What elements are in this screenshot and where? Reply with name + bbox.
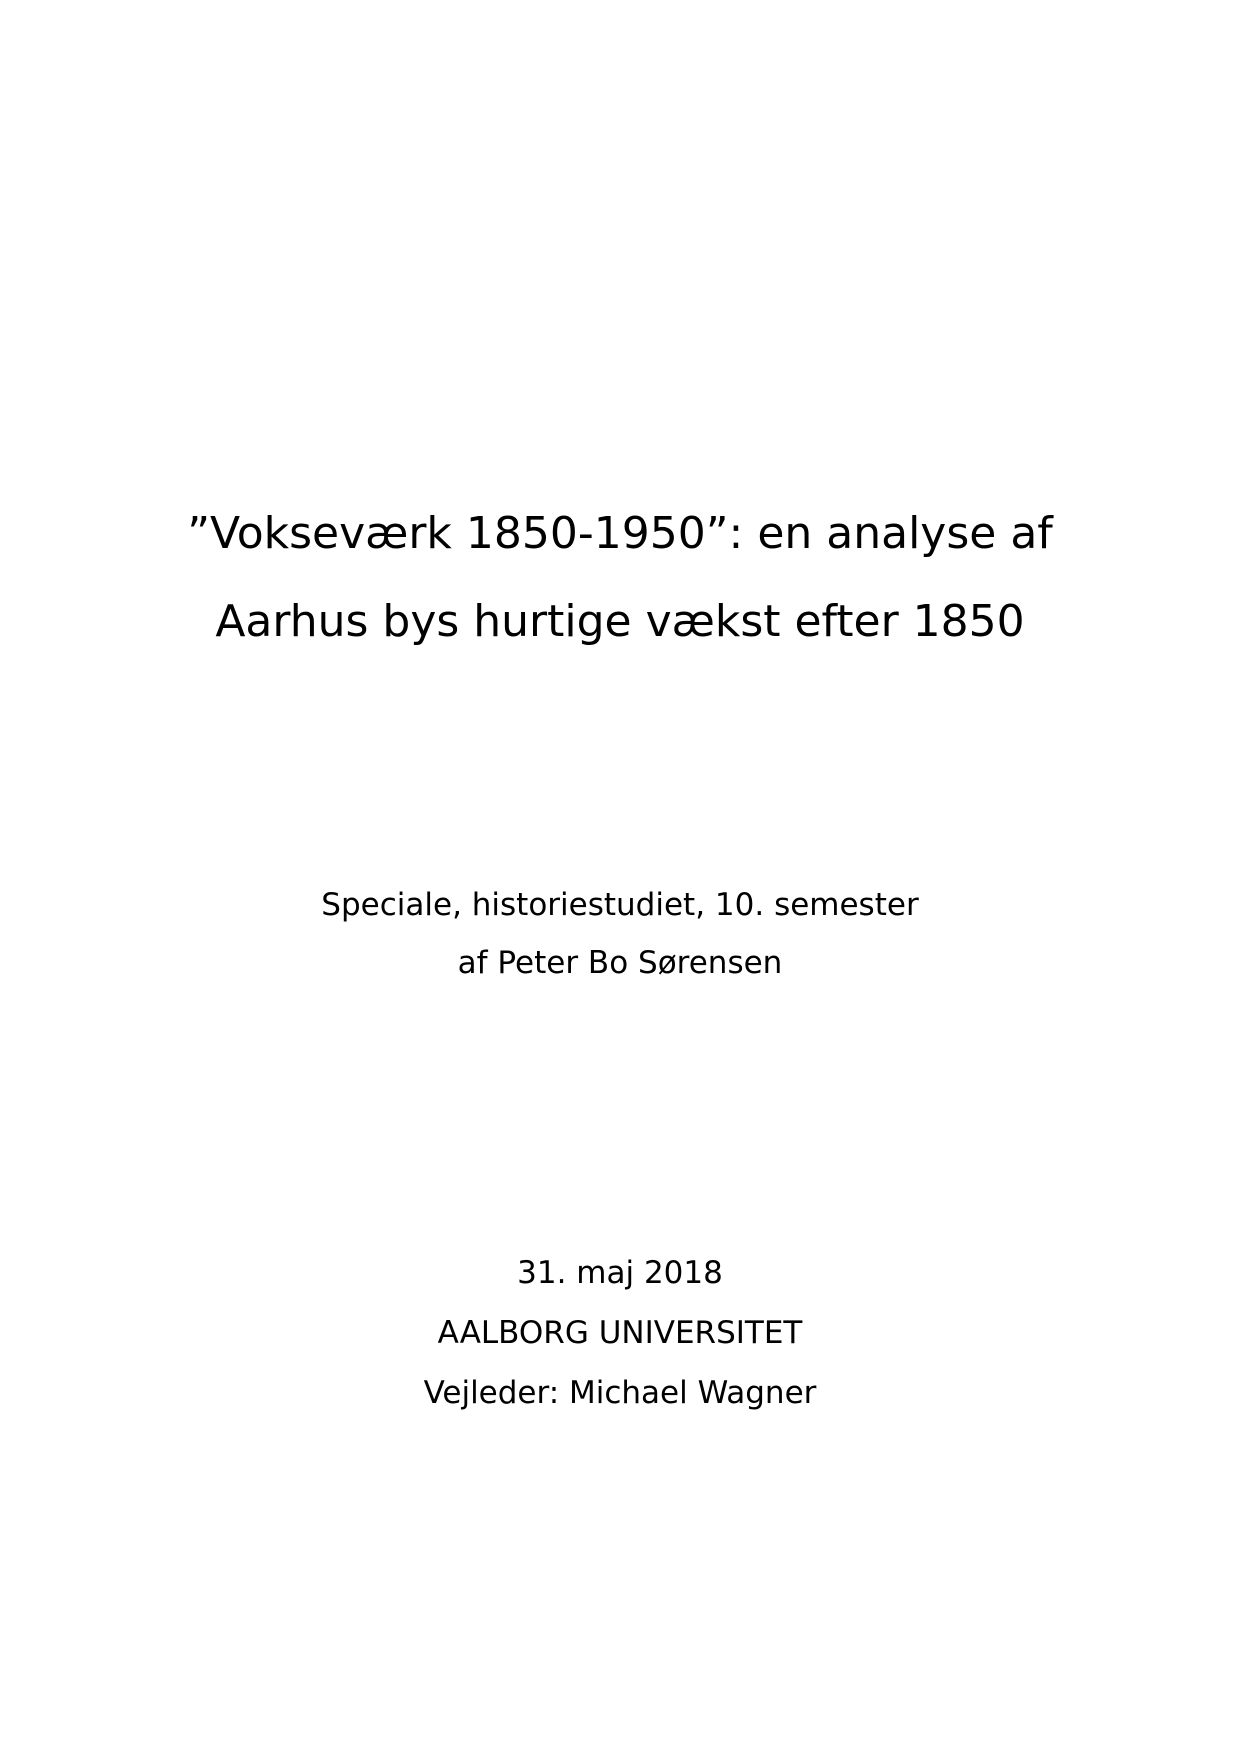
- title-line-1: ”Vokseværk 1850-1950”: en analyse af: [187, 508, 1053, 559]
- submission-date: 31. maj 2018: [517, 1255, 723, 1291]
- author-line: af Peter Bo Sørensen: [457, 945, 783, 981]
- title-line-2: Aarhus bys hurtige vækst efter 1850: [215, 596, 1025, 647]
- thesis-description: Speciale, historiestudiet, 10. semester: [321, 887, 919, 923]
- supervisor-line: Vejleder: Michael Wagner: [423, 1375, 817, 1411]
- university-name: AALBORG UNIVERSITET: [437, 1315, 803, 1351]
